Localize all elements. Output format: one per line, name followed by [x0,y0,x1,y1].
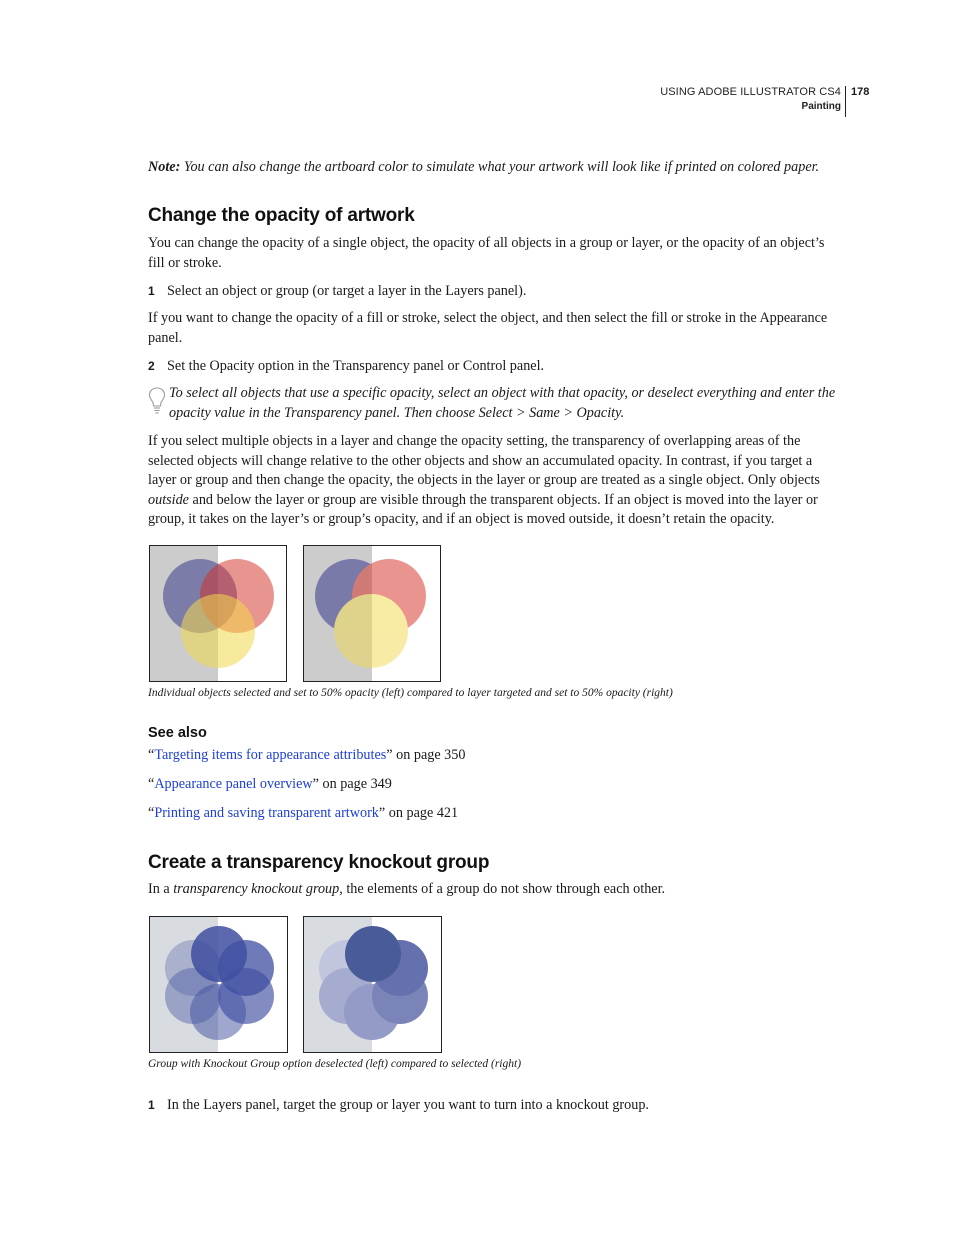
individual-opacity-artwork [150,546,286,681]
note-label: Note: [148,159,181,175]
step-number: 1 [148,284,155,298]
section-heading-knockout: Create a transparency knockout group [148,852,490,873]
quote-open: “ [148,747,155,763]
doc-title: USING ADOBE ILLUSTRATOR CS4 [660,86,841,98]
step-text: Select an object or group (or target a layer in the Layers panel). [167,283,527,299]
intro-paragraph: You can change the opacity of a single object, the opacity of all objects in a group or layer, or the opacity of an object’s fill or stroke. [148,235,825,271]
running-header [660,86,841,112]
see-also-item [148,776,392,793]
quote-open: “ [148,805,155,821]
knockout-comparison-figure [148,915,444,1055]
step-number: 2 [148,359,155,373]
note-paragraph [148,158,840,178]
step-number: 1 [148,1098,155,1112]
section-heading-opacity: Change the opacity of artwork [148,205,415,226]
see-also-item [148,747,465,764]
link-printing-transparent[interactable]: Printing and saving transparent artwork [154,805,379,821]
knockout-intro [148,880,840,900]
page-reference: ” on page 421 [378,805,459,821]
lightbulb-icon [148,384,166,421]
step-2 [148,357,840,377]
intro-text-b: , the elements of a group do not show through each other. [339,881,666,897]
section-name: Painting [801,101,841,112]
figure-caption-knockout: Group with Knockout Group option deselected (left) compared to selected (right) [148,1058,522,1070]
step-text: Set the Opacity option in the Transparency panel or Control panel. [167,358,545,374]
header-divider [845,86,846,117]
figure-caption-opacity: Individual objects selected and set to 50% opacity (left) compared to layer targeted and set to 50% opacity (right) [148,687,673,699]
overlap-emphasis: outside [148,491,189,508]
note-text: You can also change the artboard color to simulate what your artwork will look like if printed on colored paper. [180,159,820,175]
see-also-heading: See also [148,725,207,741]
overlap-text-a: If you select multiple objects in a layer and change the opacity setting, the transparency of overlapping areas of the selected objects will change relative to the other objects and show an accumulated opacity. In contrast, if you target a layer or group and then change the opacity, the objects in the layer or group are treated as a single object. Only objects [148,433,820,488]
page-reference: ” on page 349 [312,776,392,792]
page-reference: ” on page 350 [386,747,466,763]
intro-emphasis: transparency knockout group [173,881,340,897]
tip-text: To select all objects that use a specific opacity, select an object with that opacity, or deselect everything and enter the opacity value in the Transparency panel. Then choose Select > Same > Opacity. [169,385,836,421]
layer-opacity-artwork [304,546,440,681]
quote-open: “ [148,776,155,792]
knockout-deselected-artwork [150,917,287,1052]
overlap-paragraph [148,432,840,530]
page-number: 178 [851,86,870,98]
knockout-step-1 [148,1096,840,1116]
see-also-item [148,805,458,822]
knockout-selected-artwork [304,917,441,1052]
opacity-comparison-figure [148,544,442,684]
overlap-text-b: and below the layer or group are visible through the transparent objects. If an object is moved into the layer or group, it takes on the layer’s or group’s opacity, and if an object is moved outside, it doesn’t retain the opacity. [148,491,818,527]
fill-stroke-paragraph: If you want to change the opacity of a fill or stroke, select the object, and then select the fill or stroke in the Appearance panel. [148,310,828,346]
step-text: In the Layers panel, target the group or layer you want to turn into a knockout group. [167,1097,649,1113]
link-targeting-items[interactable]: Targeting items for appearance attributes [154,747,387,763]
intro-text-a: In a [148,881,174,897]
link-appearance-panel[interactable]: Appearance panel overview [154,776,313,792]
step-1 [148,282,840,302]
